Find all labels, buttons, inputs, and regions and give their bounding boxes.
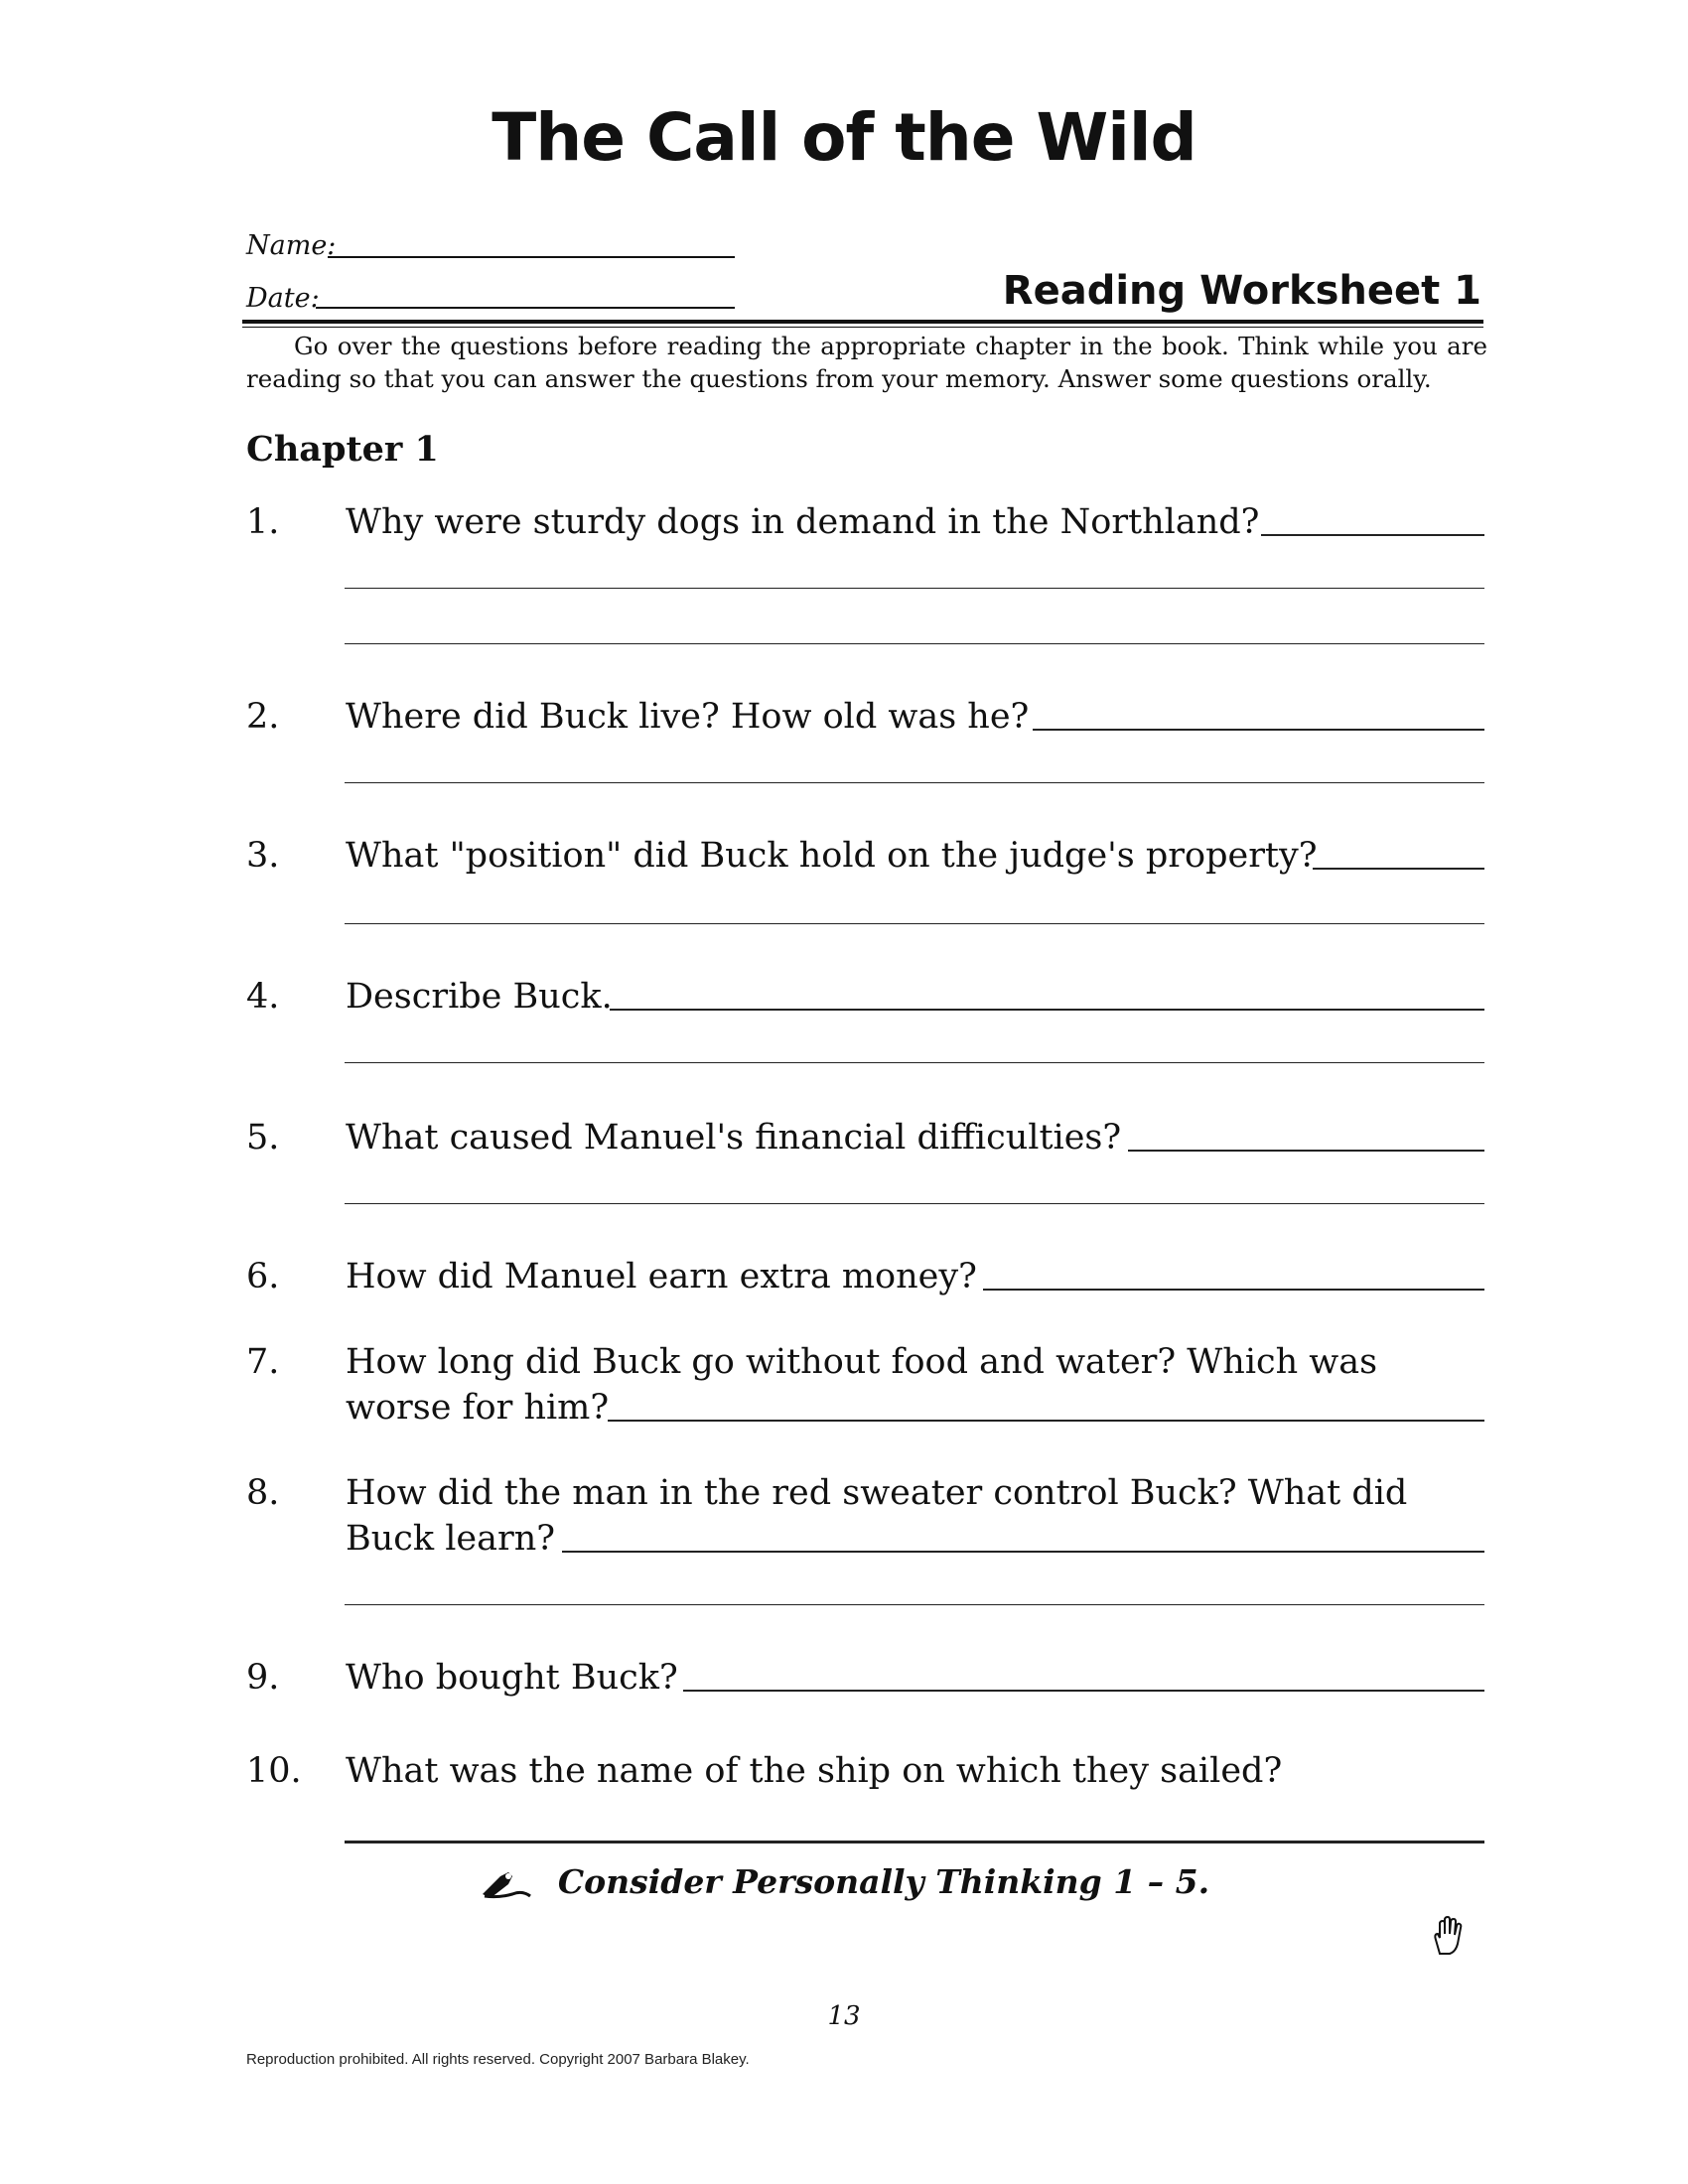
date-label: Date: xyxy=(246,283,320,314)
question-text-continued: Buck learn? xyxy=(346,1519,556,1559)
question-text: How long did Buck go without food and water? Which was xyxy=(346,1342,1378,1382)
question-number: 7. xyxy=(246,1342,280,1382)
answer-line[interactable] xyxy=(345,782,1484,783)
answer-line[interactable] xyxy=(610,1009,1484,1011)
question-text: Who bought Buck? xyxy=(346,1658,678,1698)
question-number: 6. xyxy=(246,1257,280,1297)
answer-line[interactable] xyxy=(345,643,1484,644)
answer-line[interactable] xyxy=(345,1062,1484,1063)
answer-line[interactable] xyxy=(1033,729,1484,731)
question-number: 5. xyxy=(246,1118,280,1158)
answer-line[interactable] xyxy=(1128,1150,1484,1152)
answer-line[interactable] xyxy=(683,1690,1484,1692)
question-number: 8. xyxy=(246,1473,280,1513)
answer-line[interactable] xyxy=(562,1551,1484,1553)
question-text: Describe Buck. xyxy=(346,977,613,1017)
answer-line[interactable] xyxy=(608,1420,1484,1422)
chapter-heading: Chapter 1 xyxy=(246,429,439,470)
raised-hand-icon xyxy=(1430,1916,1464,1956)
question-text: What "position" did Buck hold on the judge's property? xyxy=(346,836,1318,876)
date-field[interactable] xyxy=(316,307,735,309)
header-rule-thin xyxy=(242,327,1483,328)
worksheet-number: Reading Worksheet 1 xyxy=(1002,268,1481,314)
question-text: What caused Manuel's financial difficulties? xyxy=(346,1118,1122,1158)
question-number: 2. xyxy=(246,697,280,737)
answer-line[interactable] xyxy=(983,1289,1484,1291)
copyright-footer: Reproduction prohibited. All rights reserved. Copyright 2007 Barbara Blakey. xyxy=(246,2051,750,2068)
answer-line[interactable] xyxy=(1313,868,1484,870)
header-rule-thick xyxy=(242,320,1483,324)
question-text-continued: worse for him? xyxy=(346,1388,610,1428)
name-field[interactable] xyxy=(328,256,735,258)
question-text: Where did Buck live? How old was he? xyxy=(346,697,1030,737)
consider-note-text: Consider Personally Thinking 1 – 5. xyxy=(557,1862,1210,1901)
answer-line[interactable] xyxy=(345,588,1484,589)
question-number: 4. xyxy=(246,977,280,1017)
consider-note xyxy=(0,1862,1688,1901)
question-text: How did the man in the red sweater control Buck? What did xyxy=(346,1473,1408,1513)
answer-line[interactable] xyxy=(1261,534,1484,536)
answer-line[interactable] xyxy=(345,1203,1484,1204)
answer-line[interactable] xyxy=(345,1604,1484,1605)
answer-line[interactable] xyxy=(345,923,1484,924)
answer-line[interactable] xyxy=(345,1841,1484,1843)
instructions-text: Go over the questions before reading the appropriate chapter in the book. Think while you are reading so that you can answer the questions from your memory. Answer some questions orally. xyxy=(246,332,1487,393)
question-text: How did Manuel earn extra money? xyxy=(346,1257,977,1297)
name-label: Name: xyxy=(246,230,337,261)
question-number: 1. xyxy=(246,502,280,542)
pen-writing-icon xyxy=(479,1868,534,1900)
question-number: 10. xyxy=(246,1751,302,1791)
page-number: 13 xyxy=(827,2001,861,2031)
question-text: Why were sturdy dogs in demand in the Northland? xyxy=(346,502,1260,542)
question-text: What was the name of the ship on which they sailed? xyxy=(346,1751,1283,1791)
worksheet-title: The Call of the Wild xyxy=(492,99,1196,176)
question-number: 9. xyxy=(246,1658,280,1698)
question-number: 3. xyxy=(246,836,280,876)
